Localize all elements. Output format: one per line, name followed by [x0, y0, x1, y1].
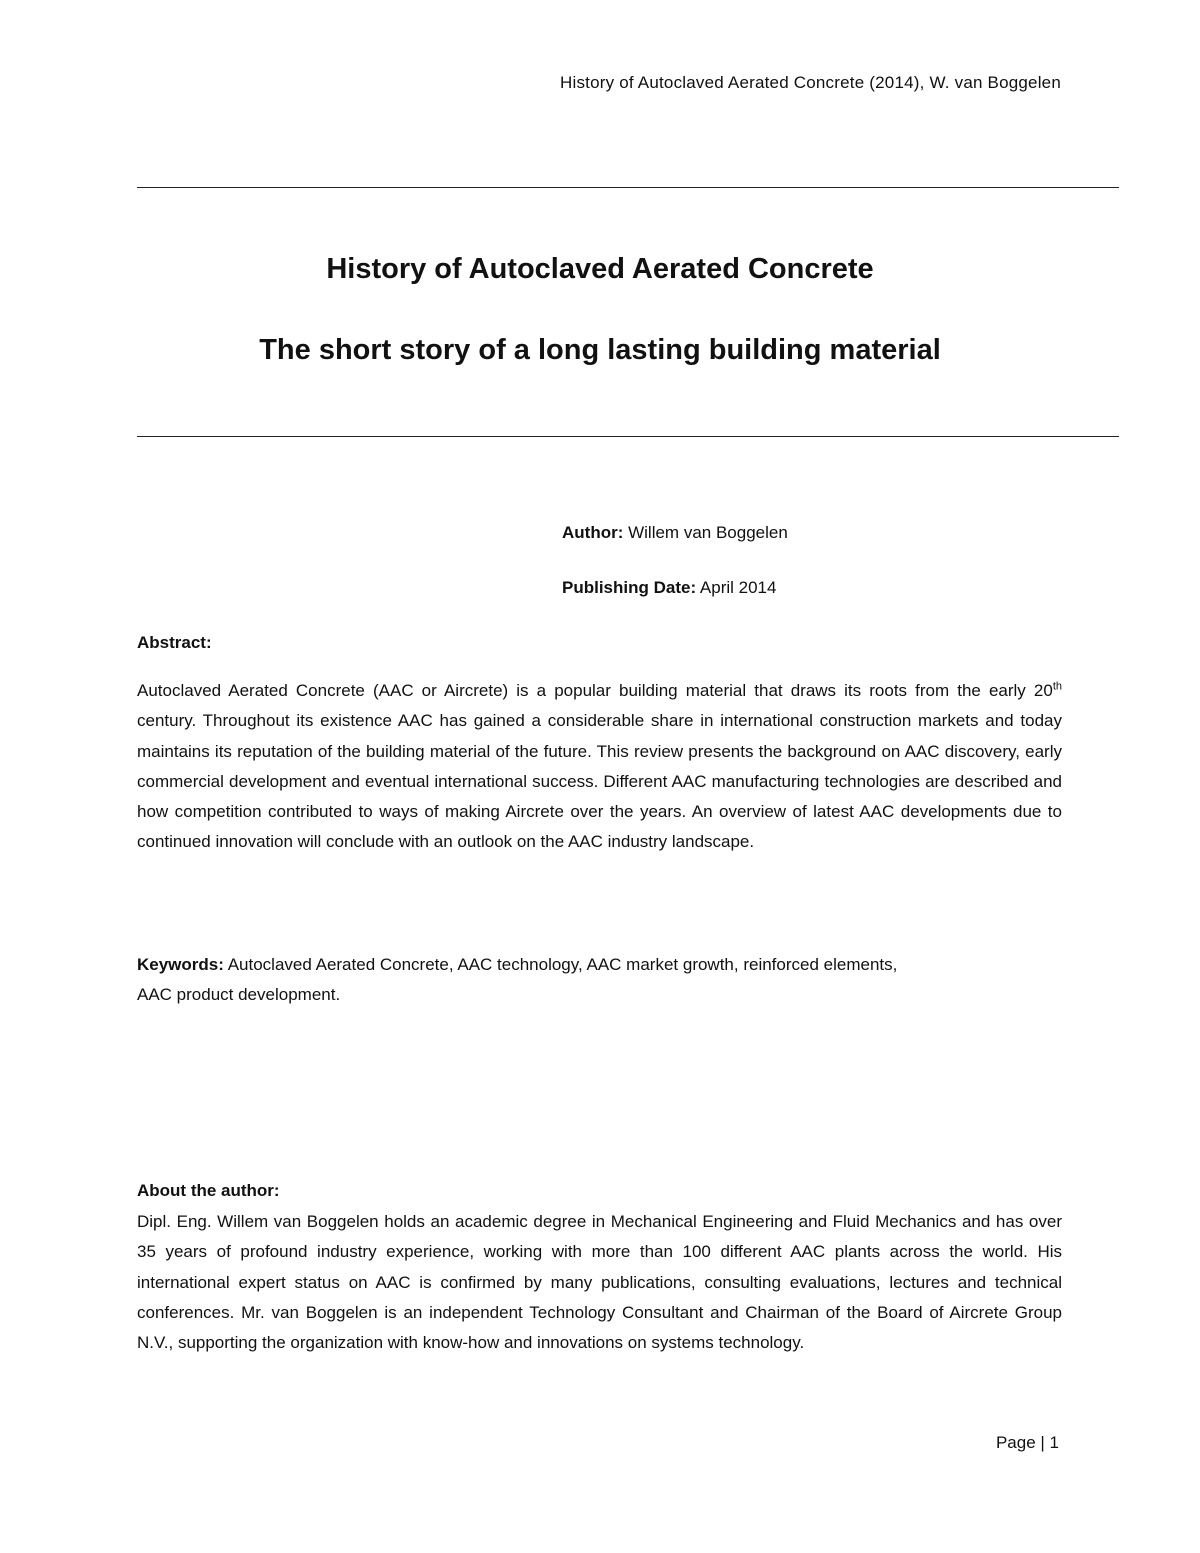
- publishing-date-value: April 2014: [696, 578, 777, 597]
- abstract-heading: Abstract:: [137, 633, 212, 652]
- document-title: History of Autoclaved Aerated Concrete: [326, 253, 874, 285]
- keywords-label: Keywords:: [137, 955, 224, 974]
- abstract-paragraph: [137, 676, 1062, 858]
- page-number: Page | 1: [995, 1433, 1059, 1452]
- keywords-line2: AAC product development.: [137, 985, 341, 1005]
- publishing-date-line: [562, 578, 776, 598]
- running-header: History of Autoclaved Aerated Concrete (2014), W. van Boggelen: [560, 73, 1061, 92]
- author-line: [562, 523, 788, 543]
- title-top-rule: [137, 187, 1119, 188]
- document-subtitle: The short story of a long lasting building material: [259, 334, 941, 366]
- keywords-block: [137, 950, 1062, 1011]
- abstract-superscript: th: [1052, 680, 1062, 693]
- author-value: Willem van Boggelen: [623, 523, 788, 542]
- about-author-paragraph: Dipl. Eng. Willem van Boggelen holds an academic degree in Mechanical Engineering and Fluid Mechanics and has over 35 years of profound industry experience, working with more than 100 different AAC plants across the world. His international expert status on AAC is confirmed by many publications, consulting evaluations, lectures and technical conferences. Mr. van Boggelen is an independent Technology Consultant and Chairman of the Board of Aircrete Group N.V., supporting the organization with know-how and innovations on systems technology.: [137, 1212, 1062, 1353]
- author-label: Author:: [562, 523, 624, 542]
- abstract-text-part1: Autoclaved Aerated Concrete (AAC or Aircrete) is a popular building material that draws its roots from the early 20: [137, 681, 1053, 700]
- publishing-date-label: Publishing Date:: [562, 578, 697, 597]
- about-author-heading: About the author:: [137, 1181, 280, 1200]
- abstract-text-part2: century. Throughout its existence AAC has gained a considerable share in international construction markets and today maintains its reputation of the building material of the future. This review presents the background on AAC discovery, early commercial development and eventual international success. Different AAC manufacturing technologies are described and how competition contributed to ways of making Aircrete over the years. An overview of latest AAC developments due to continued innovation will conclude with an outlook on the AAC industry landscape.: [137, 711, 1062, 852]
- keywords-line1: Autoclaved Aerated Concrete, AAC technology, AAC market growth, reinforced elements,: [223, 955, 898, 974]
- title-bottom-rule: [137, 436, 1119, 437]
